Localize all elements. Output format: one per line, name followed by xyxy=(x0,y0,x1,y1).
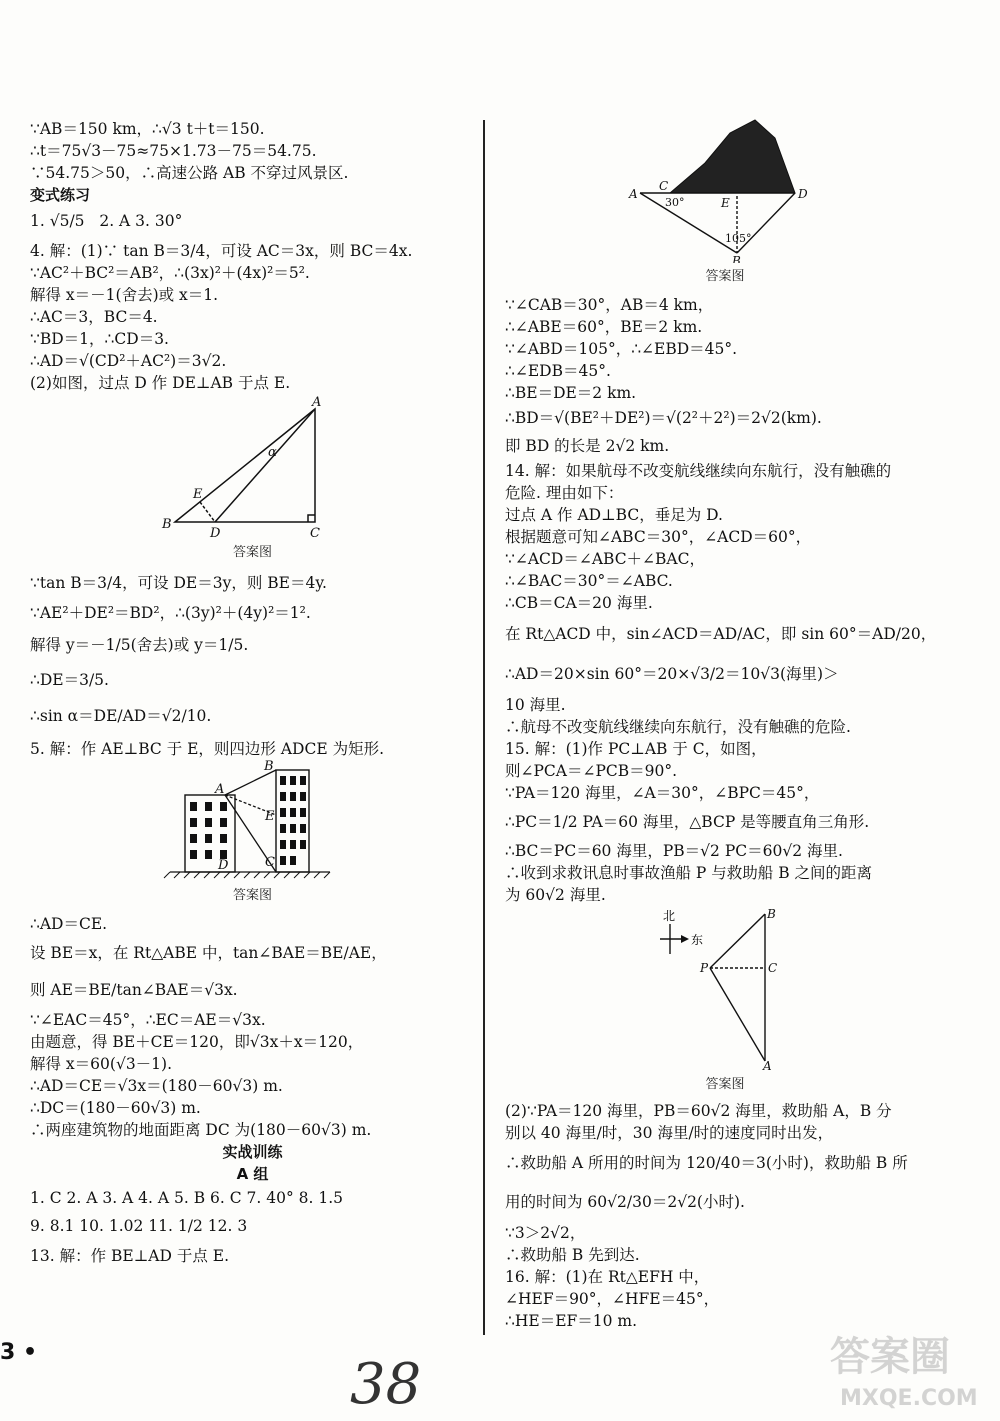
figure-ships xyxy=(505,906,945,1071)
text-line: 则 AE＝BE/tan∠BAE＝√3x. xyxy=(30,981,238,999)
text-line: 解得 x＝－1(舍去)或 x＝1. xyxy=(30,286,219,304)
svg-text:C: C xyxy=(768,961,778,975)
text-line: 解得 y＝－1/5(舍去)或 y＝1/5. xyxy=(30,636,249,654)
text-line: ∴∠EDB＝45°. xyxy=(505,362,611,380)
text-line: ∴t＝75√3－75≈75×1.73－75＝54.75. xyxy=(30,142,317,160)
svg-text:P: P xyxy=(700,961,709,975)
svg-text:D: D xyxy=(218,858,229,873)
svg-text:A: A xyxy=(312,395,322,410)
answers-row: 9. 8.1 10. 1.02 11. 1/2 12. 3 xyxy=(30,1217,248,1235)
text-line: ∴AC＝3，BC＝4. xyxy=(30,308,158,326)
text-line: ∵3＞2√2， xyxy=(505,1224,586,1242)
text-line: ∴BE＝DE＝2 km. xyxy=(505,384,637,402)
text-line: 危险. 理由如下： xyxy=(505,484,624,502)
svg-text:30°: 30° xyxy=(665,196,685,209)
text-line: ∴AD＝√(CD²＋AC²)＝3√2. xyxy=(30,352,227,370)
svg-text:C: C xyxy=(310,526,320,539)
text-line: 16. 解：(1)在 Rt△EFH 中， xyxy=(505,1268,710,1286)
svg-text:D: D xyxy=(210,526,221,539)
svg-text:E: E xyxy=(721,196,730,210)
text-line: ∴收到求救讯息时事故渔船 P 与救助船 B 之间的距离 xyxy=(505,864,873,882)
right-column xyxy=(505,118,945,1332)
text-line: ∴AD＝20×sin 60°＝20×√3/2＝10√3(海里)＞ xyxy=(505,665,839,683)
text-line: ∵tan B＝3/4，可设 DE＝3y，则 BE＝4y. xyxy=(30,574,327,592)
text-line: 即 BD 的长是 2√2 km. xyxy=(505,437,670,455)
svg-text:B: B xyxy=(264,760,274,774)
text-line: ∴PC＝1/2 PA＝60 海里，△BCP 是等腰直角三角形. xyxy=(505,813,870,831)
text-line: ∴AD＝CE＝√3x＝(180－60√3) m. xyxy=(30,1077,283,1095)
svg-text:E: E xyxy=(193,487,203,502)
text-line: 10 海里. xyxy=(505,696,566,714)
svg-text:B: B xyxy=(767,907,776,921)
text-line: ∴救助船 A 所用的时间为 120/40＝3(小时)，救助船 B 所 xyxy=(505,1154,908,1172)
group-heading: A 组 xyxy=(236,1165,269,1183)
text-line: (2)如图，过点 D 作 DE⊥AB 于点 E. xyxy=(30,374,291,392)
text-line: ∵BD＝1，∴CD＝3. xyxy=(30,330,169,348)
text-line: ∵PA＝120 海里，∠A＝30°，∠BPC＝45°， xyxy=(505,784,820,802)
text-line: ∵∠CAB＝30°，AB＝4 km， xyxy=(505,296,714,314)
svg-text:D: D xyxy=(798,187,808,201)
text-line: ∴HE＝EF＝10 m. xyxy=(505,1312,638,1330)
answers-row: 1. C 2. A 3. A 4. A 5. B 6. C 7. 40° 8. 1.5 xyxy=(30,1189,344,1207)
left-column xyxy=(30,118,475,1267)
section-heading-practice: 实战训练 xyxy=(222,1143,283,1161)
answers-row xyxy=(30,206,475,236)
text-line: 过点 A 作 AD⊥BC，垂足为 D. xyxy=(505,506,723,524)
compass-north-label: 北 xyxy=(663,909,676,923)
figure-caption: 答案图 xyxy=(232,545,272,560)
text-line: 5. 解：作 AE⊥BC 于 E，则四边形 ADCE 为矩形. xyxy=(30,740,385,758)
watermark-logo xyxy=(820,1325,990,1415)
svg-text:A: A xyxy=(763,1059,772,1071)
handwritten-page-number: 38 xyxy=(350,1352,422,1417)
text-line: ∵54.75＞50，∴高速公路 AB 不穿过风景区. xyxy=(30,164,349,182)
text-line: 13. 解：作 BE⊥AD 于点 E. xyxy=(30,1247,230,1265)
text-line: ∴sin α＝DE/AD＝√2/10. xyxy=(30,707,212,725)
text-line: 则∠PCA＝∠PCB＝90°. xyxy=(505,762,678,780)
buildings-diagram xyxy=(30,760,475,882)
text-line: ∴∠ABE＝60°，BE＝2 km. xyxy=(505,318,703,336)
mountain-diagram xyxy=(505,118,945,263)
ships-diagram xyxy=(505,906,945,1071)
answer-1: 1. √5/5 xyxy=(30,212,85,230)
text-line: ∴BD＝√(BE²＋DE²)＝√(2²＋2²)＝2√2(km). xyxy=(505,409,822,427)
text-line: ∴两座建筑物的地面距离 DC 为(180－60√3) m. xyxy=(30,1121,372,1139)
svg-text:A: A xyxy=(215,782,225,797)
text-line: (2)∵PA＝120 海里，PB＝60√2 海里，救助船 A，B 分 xyxy=(505,1102,892,1120)
text-line: 根据题意可知∠ABC＝30°，∠ACD＝60°， xyxy=(505,528,812,546)
text-line: ∵AC²＋BC²＝AB²，∴(3x)²＋(4x)²＝5². xyxy=(30,264,310,282)
text-line: ∴DC＝(180－60√3) m. xyxy=(30,1099,201,1117)
page-number: 3 • xyxy=(0,1340,38,1365)
answer-2-3: 2. A 3. 30° xyxy=(99,212,183,230)
text-line: 设 BE＝x，在 Rt△ABE 中，tan∠BAE＝BE/AE， xyxy=(30,944,387,962)
text-line: ∵AB＝150 km，∴√3 t＋t＝150. xyxy=(30,120,265,138)
figure-caption: 答案图 xyxy=(705,1077,745,1092)
text-line: ∴DE＝3/5. xyxy=(30,671,109,689)
text-line: ∠HEF＝90°，∠HFE＝45°， xyxy=(505,1290,720,1308)
text-line: 在 Rt△ACD 中，sin∠ACD＝AD/AC，即 sin 60°＝AD/20， xyxy=(505,625,937,643)
figure-mountain xyxy=(505,118,945,263)
svg-text:α: α xyxy=(268,445,277,460)
text-line: ∴救助船 B 先到达. xyxy=(505,1246,640,1264)
text-line: ∴AD＝CE. xyxy=(30,915,108,933)
text-line: ∵AE²＋DE²＝BD²，∴(3y)²＋(4y)²＝1². xyxy=(30,604,311,622)
svg-text:A: A xyxy=(629,187,638,201)
text-line: ∴航母不改变航线继续向东航行，没有触礁的危险. xyxy=(505,718,851,736)
text-line: 别以 40 海里/时，30 海里/时的速度同时出发， xyxy=(505,1124,834,1142)
text-line: 为 60√2 海里. xyxy=(505,886,606,904)
text-line: ∴∠BAC＝30°＝∠ABC. xyxy=(505,572,673,590)
figure-triangle-abc xyxy=(30,394,475,539)
text-line: 用的时间为 60√2/30＝2√2(小时). xyxy=(505,1193,745,1211)
text-line: 4. 解：(1)∵ tan B＝3/4，可设 AC＝3x，则 BC＝4x. xyxy=(30,242,413,260)
svg-text:105°: 105° xyxy=(725,232,752,245)
text-line: 由题意，得 BE＋CE＝120，即√3x＋x＝120， xyxy=(30,1033,364,1051)
svg-text:E: E xyxy=(265,809,275,824)
figure-caption: 答案图 xyxy=(705,269,745,284)
svg-text:答案圈: 答案圈 xyxy=(830,1334,950,1380)
section-heading-variant: 变式练习 xyxy=(30,186,91,204)
text-line: ∵∠EAC＝45°，∴EC＝AE＝√3x. xyxy=(30,1011,266,1029)
svg-text:C: C xyxy=(265,855,275,870)
svg-text:MXQE.COM: MXQE.COM xyxy=(840,1386,978,1411)
svg-text:C: C xyxy=(659,179,669,193)
text-line: ∵∠ACD＝∠ABC＋∠BAC， xyxy=(505,550,705,568)
text-line: ∴BC＝PC＝60 海里，PB＝√2 PC＝60√2 海里. xyxy=(505,842,843,860)
svg-text:B: B xyxy=(162,517,172,532)
triangle-diagram xyxy=(30,394,475,539)
svg-text:B: B xyxy=(732,254,741,263)
text-line: ∴CB＝CA＝20 海里. xyxy=(505,594,653,612)
text-line: ∵∠ABD＝105°，∴∠EBD＝45°. xyxy=(505,340,738,358)
text-line: 解得 x＝60(√3－1). xyxy=(30,1055,173,1073)
figure-caption: 答案图 xyxy=(232,888,272,903)
text-line: 15. 解：(1)作 PC⊥AB 于 C，如图， xyxy=(505,740,767,758)
column-divider xyxy=(483,120,485,1335)
figure-buildings xyxy=(30,760,475,882)
text-line: 14. 解：如果航母不改变航线继续向东航行，没有触礁的 xyxy=(505,462,892,480)
compass-east-label: 东 xyxy=(691,933,704,947)
